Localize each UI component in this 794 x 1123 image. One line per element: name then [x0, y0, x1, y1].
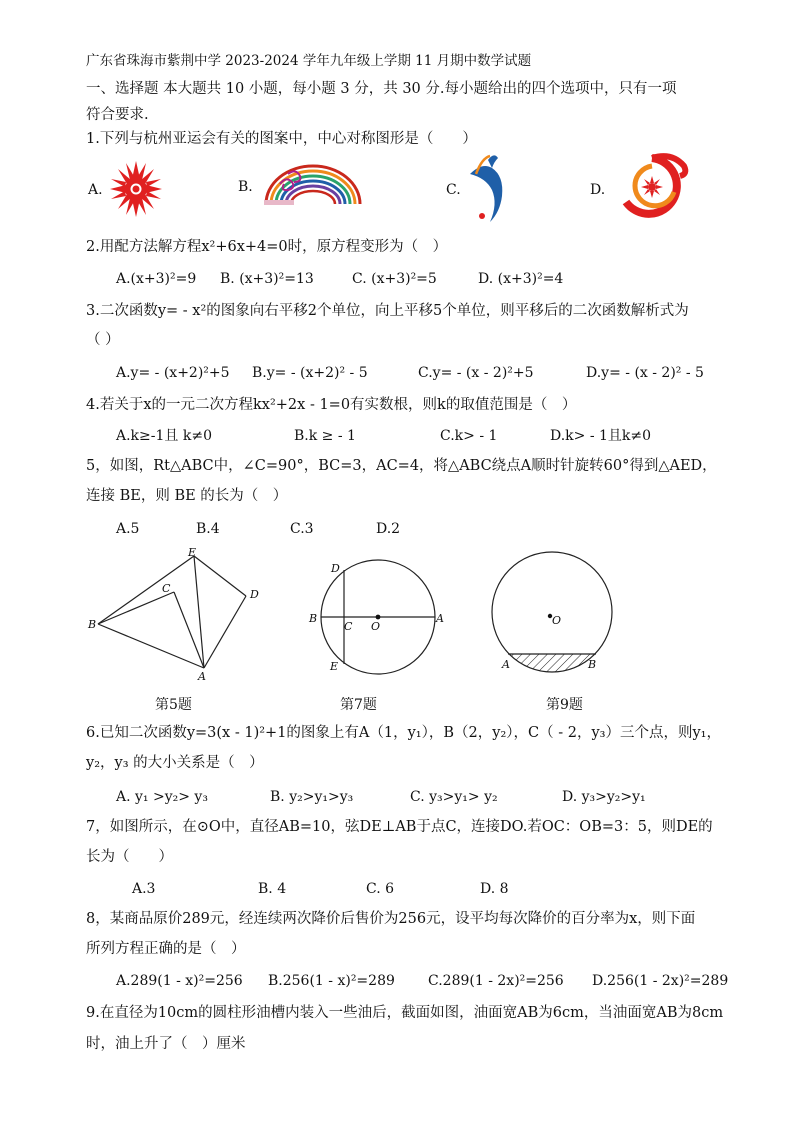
fig7-label-e: E — [330, 660, 339, 673]
q6-stem-line1: 6.已知二次函数y=3(x - 1)²+1的图象上有A（1，y₁），B（2，y₂），C（ - 2，y₃）三个点，则y₁， — [86, 725, 721, 741]
q4-option-d: D.k> - 1且k≠0 — [550, 428, 652, 444]
fig5-label-e: E — [188, 546, 197, 559]
figure-7-diagram — [306, 556, 452, 678]
fig9-label-a: A — [502, 658, 510, 671]
q8-option-d: D.256(1 - 2x)²=289 — [592, 973, 729, 989]
sun-emblem-icon — [110, 158, 162, 220]
q1-option-d-label: D. — [590, 182, 606, 198]
q2-option-b: B. (x+3)²=13 — [220, 271, 314, 287]
fig7-label-o: O — [371, 620, 381, 633]
q4-stem: 4.若关于x的一元二次方程kx²+2x - 1=0有实数根，则k的取值范围是（ ） — [86, 397, 577, 413]
q7-option-d: D. 8 — [480, 881, 509, 897]
q1-option-c-label: C. — [446, 182, 461, 198]
section-heading-line1: 一、选择题 本大题共 10 小题，每小题 3 分，共 30 分.每小题给出的四个选项中，只有一项 — [86, 81, 677, 97]
q6-option-c: C. y₃>y₁> y₂ — [410, 789, 498, 805]
q5-option-d: D.2 — [376, 521, 401, 537]
q7-stem-line2: 长为（ ） — [86, 849, 173, 865]
exam-title: 广东省珠海市紫荆中学 2023-2024 学年九年级上学期 11 月期中数学试题 — [86, 53, 532, 69]
q1-stem: 1.下列与杭州亚运会有关的图案中，中心对称图形是（ ） — [86, 131, 477, 147]
q8-option-a: A.289(1 - x)²=256 — [116, 973, 243, 989]
q4-option-c: C.k> - 1 — [440, 428, 498, 444]
q3-stem-line1: 3.二次函数y= - x²的图象向右平移2个单位，向上平移5个单位，则平移后的二次函数解析式为 — [86, 303, 689, 319]
q4-option-b: B.k ≥ - 1 — [294, 428, 356, 444]
q1-option-b-label: B. — [238, 179, 253, 195]
figure-5-diagram — [84, 544, 274, 684]
q7-stem-line1: 7，如图所示，在⊙O中，直径AB=10，弦DE⊥AB于点C，连接DO.若OC：OB=3：5，则DE的 — [86, 819, 713, 835]
figure-9-caption: 第9题 — [546, 697, 583, 713]
q3-option-b: B.y= - (x+2)² - 5 — [252, 365, 368, 381]
figure-7-caption: 第7题 — [340, 697, 377, 713]
q2-option-a: A.(x+3)²=9 — [116, 271, 197, 287]
dolphin-emblem-icon — [468, 152, 516, 224]
q7-option-a: A.3 — [132, 881, 156, 897]
q5-stem-line2: 连接 BE，则 BE 的长为（ ） — [86, 488, 288, 504]
q1-option-a-label: A. — [88, 182, 103, 198]
fig9-label-b: B — [588, 658, 597, 671]
fig7-label-a: A — [436, 612, 444, 625]
q6-stem-line2: y₂，y₃ 的大小关系是（ ） — [86, 755, 264, 771]
q8-option-b: B.256(1 - x)²=289 — [268, 973, 395, 989]
fig7-label-b: B — [309, 612, 318, 625]
q5-stem-line1: 5，如图，Rt△ABC中，∠C=90°，BC=3，AC=4，将△ABC绕点A顺时针旋转60°得到△AED， — [86, 458, 717, 474]
fig5-label-a: A — [198, 670, 206, 683]
q3-option-c: C.y= - (x - 2)²+5 — [418, 365, 534, 381]
fig7-label-c: C — [344, 620, 353, 633]
q3-option-a: A.y= - (x+2)²+5 — [116, 365, 230, 381]
q6-option-b: B. y₂>y₁>y₃ — [270, 789, 354, 805]
q6-option-a: A. y₁ >y₂> y₃ — [116, 789, 208, 805]
figure-5-caption: 第5题 — [155, 697, 192, 713]
q8-stem-line2: 所列方程正确的是（ ） — [86, 941, 246, 957]
fig5-label-b: B — [88, 618, 97, 631]
fig9-label-o: O — [552, 614, 562, 627]
q3-option-d: D.y= - (x - 2)² - 5 — [586, 365, 704, 381]
fig5-label-d: D — [250, 588, 259, 601]
q5-option-c: C.3 — [290, 521, 314, 537]
q7-option-b: B. 4 — [258, 881, 287, 897]
q8-stem-line1: 8，某商品原价289元，经连续两次降价后售价为256元，设平均每次降价的百分率为x，则下面 — [86, 911, 696, 927]
q5-option-a: A.5 — [116, 521, 140, 537]
q2-stem: 2.用配方法解方程x²+6x+4=0时，原方程变形为（ ） — [86, 239, 448, 255]
q5-option-b: B.4 — [196, 521, 220, 537]
section-heading-line2: 符合要求. — [86, 107, 149, 123]
q2-option-c: C. (x+3)²=5 — [352, 271, 437, 287]
q7-option-c: C. 6 — [366, 881, 395, 897]
q2-option-d: D. (x+3)²=4 — [478, 271, 564, 287]
rainbow-arc-emblem-icon — [258, 160, 368, 210]
q9-stem-line2: 时，油上升了（ ）厘米 — [86, 1036, 246, 1052]
fig5-label-c: C — [162, 582, 171, 595]
q6-option-d: D. y₃>y₂>y₁ — [562, 789, 646, 805]
q4-option-a: A.k≥-1且 k≠0 — [116, 428, 212, 444]
q8-option-c: C.289(1 - 2x)²=256 — [428, 973, 564, 989]
q9-stem-line1: 9.在直径为10cm的圆柱形油槽内装入一些油后，截面如图，油面宽AB为6cm，当油面宽AB为8cm — [86, 1005, 724, 1021]
figure-9-diagram — [490, 550, 622, 676]
q3-stem-line2: （ ） — [86, 332, 120, 348]
dragon-ring-emblem-icon — [612, 152, 692, 222]
fig7-label-d: D — [331, 562, 340, 575]
